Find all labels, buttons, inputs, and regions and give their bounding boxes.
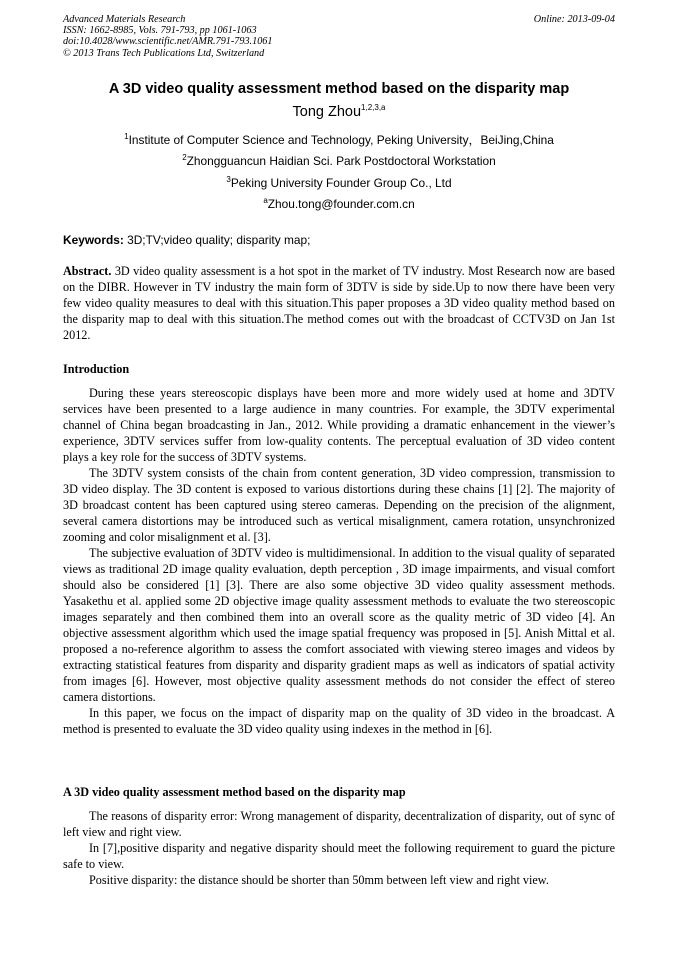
journal-header [63,14,615,59]
affiliation-3: $^3$Peking University Founder Group Co., Ltd [226,175,452,190]
paragraph: Positive disparity: the distance should be shorter than 50mm between left view and right view. [89,873,549,887]
section-heading-introduction: Introduction [63,362,130,376]
paragraph: The subjective evaluation of 3DTV video is multidimensional. In addition to the visual quality of separated views as traditional 2D image quality evaluation, depth perception , 3D image impairments, and visual comfort should also be considered [1] [3]. There are also some objective 3D video quality assessment methods. Yasakethu et al. applied some 2D objective image quality assessment methods to evaluate the two stereoscopic images separately and then combined them into an overall score as the quality metric of 3D video [4]. An objective assessment algorithm which used the image spatial frequency was proposed in [5]. Anish Mittal et al. proposed a no-reference algorithm to assess the comfort associated with viewing stereo images and videos by extracting statistical features from disparity and disparity gradient maps as well as indicators of spatial activity from images [6]. However, most objective quality assessment methods do not consider the effect of stereo camera distortions. [63,546,615,704]
paragraph: The 3DTV system consists of the chain from content generation, 3D video compression, transmission to 3D video display. The 3D content is exposed to various distortions during these chains [1] [2]. The majority of 3D broadcast content has been captured using stereo cameras. Depending on the precision of the alignment, several camera distortions may be introduced such as vertical misalignment, camera rotation, unsynchronized zooming and color misalignment et al. [3]. [63,466,615,544]
issn-line: ISSN: 1662-8985, Vols. 791-793, pp 1061-1063 [63,25,257,37]
keywords [63,233,310,247]
author-name: Tong Zhou [292,104,362,120]
online-date: Online: 2013-09-04 [533,14,615,25]
section-heading-method: A 3D video quality assessment method based on the disparity map [63,785,406,799]
paragraph: In this paper, we focus on the impact of disparity map on the quality of 3D video in the broadcast. A method is presented to evaluate the 3D video quality using indexes in the method in [6]. [63,706,615,736]
author-sup: 1,2,3,a [361,103,386,113]
doi-line: doi:10.4028/www.scientific.net/AMR.791-793.1061 [63,36,273,48]
introduction-body [63,385,615,737]
paragraph: During these years stereoscopic displays have been more and more widely used at home and 3DTV services have been presented to a large audience in many countries. For example, the 3DTV experimental channel of China began broadcasting in Jan., 2012. While providing a dramatic enhancement in the viewer’s experience, 3DTV services suffer from low-quality contents. The perceptual evaluation of 3D video content plays a key role for the success of 3DTV systems. [63,386,615,464]
keywords-label: Keywords: [63,233,124,247]
abstract-label: Abstract. [63,264,112,278]
author-line [0,104,678,120]
paragraph: The reasons of disparity error: Wrong management of disparity, decentralization of disparity, out of sync of left view and right view. [63,809,615,839]
paragraph: In [7],positive disparity and negative disparity should meet the following requirement to guard the picture safe to view. [63,841,615,871]
keywords-text: 3D;TV;video quality; disparity map; [127,233,311,247]
affiliation-1: $^1$Institute of Computer Science and Technology, Peking University，BeiJing,China [124,132,554,147]
copyright-line: © 2013 Trans Tech Publications Ltd, Switzerland [63,47,265,59]
abstract-text: 3D video quality assessment is a hot spot in the market of TV industry. Most Research now are based on the DIBR. However in TV industry the main form of 3DTV is side by side.Up to now there have been very few video quality measures to deal with this situation.This paper proposes a 3D video quality method based on the disparity map to deal with this situation.The method comes out with the broadcast of CCTV3D on Jan 1st 2012. [63,264,615,342]
method-body [63,808,615,888]
abstract [63,263,615,343]
journal-name: Advanced Materials Research [63,14,186,25]
paper-title: A 3D video quality assessment method based on the disparity map [108,81,570,97]
author-email: $^a$Zhou.tong@founder.com.cn [263,196,415,211]
affiliation-2: $^2$Zhongguancun Haidian Sci. Park Postdoctoral Workstation [182,153,496,168]
